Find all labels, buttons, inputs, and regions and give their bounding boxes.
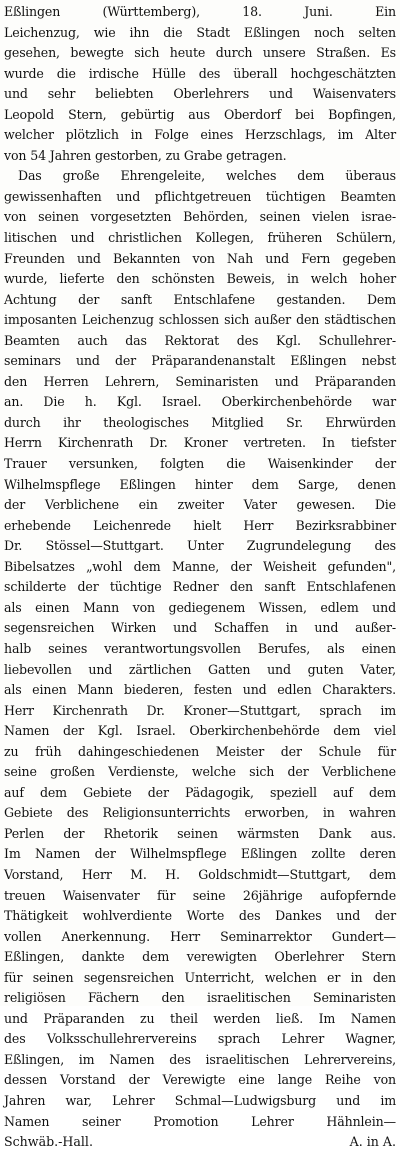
article-line: als einen Mann biederen, festen und edlen Charakters. bbox=[4, 682, 396, 698]
article-line: durch ihr theologisches Mitglied Sr. Ehrwürden bbox=[4, 414, 396, 430]
article-line: Achtung der sanft Entschlafene gestanden. Dem bbox=[4, 291, 396, 307]
article-line: Trauer versunken, folgten die Waisenkinder der bbox=[4, 456, 396, 472]
article-line: und Präparanden zu theil werden ließ. Im Namen bbox=[4, 1010, 396, 1026]
article-line: Herrn Kirchenrath Dr. Kroner vertreten. In tiefster bbox=[4, 435, 396, 451]
article-line: Namen der Kgl. Israel. Oberkirchenbehörde dem viel bbox=[4, 723, 396, 739]
closing-line bbox=[4, 1132, 396, 1153]
article-line: der Verblichene ein zweiter Vater gewesen. Die bbox=[4, 497, 396, 513]
article-line: des Volksschullehrervereins sprach Lehrer Wagner, bbox=[4, 1031, 396, 1047]
article-line: Eßlingen, im Namen des israelitischen Lehrervereins, bbox=[4, 1051, 396, 1067]
article-line: gesehen, bewegte sich heute durch unsere Straßen. Es bbox=[4, 45, 396, 61]
article-line: als einen Mann von gediegenem Wissen, edlem und bbox=[4, 599, 396, 615]
article-line: Namen seiner Promotion Lehrer Hähnlein— bbox=[4, 1113, 396, 1129]
article-line: Vorstand, Herr M. H. Goldschmidt—Stuttgart, dem bbox=[4, 866, 396, 882]
article-line: Perlen der Rhetorik seinen wärmsten Dank aus. bbox=[4, 825, 396, 841]
article-line: erhebende Leichenrede hielt Herr Bezirksrabbiner bbox=[4, 517, 396, 533]
article-line: Beamten auch das Rektorat des Kgl. Schullehrer- bbox=[4, 332, 396, 348]
article-column bbox=[4, 2, 396, 1153]
article-line: litischen und christlichen Kollegen, früheren Schülern, bbox=[4, 230, 396, 246]
article-line: Wilhelmspflege Eßlingen hinter dem Sarge, denen bbox=[4, 476, 396, 492]
article-line: seine großen Verdienste, welche sich der Verblichene bbox=[4, 764, 396, 780]
article-line: zu früh dahingeschiedenen Meister der Schule für bbox=[4, 743, 396, 759]
article-line: imposanten Leichenzug schlossen sich außer den städtischen bbox=[4, 312, 396, 328]
article-line: Freunden und Bekannten von Nah und Fern gegeben bbox=[4, 250, 396, 266]
article-line: Im Namen der Wilhelmspflege Eßlingen zollte deren bbox=[4, 846, 396, 862]
article-line: Eßlingen, dankte dem verewigten Oberlehrer Stern bbox=[4, 949, 396, 965]
article-line: für seinen segensreichen Unterricht, welchen er in den bbox=[4, 969, 396, 985]
article-line: Herr Kirchenrath Dr. Kroner—Stuttgart, sprach im bbox=[4, 702, 396, 718]
article-line: liebevollen und zärtlichen Gatten und guten Vater, bbox=[4, 661, 396, 677]
article-line: segensreichen Wirken und Schaffen in und außer- bbox=[4, 620, 396, 636]
article-line: Thätigkeit wohlverdiente Worte des Dankes und der bbox=[4, 908, 396, 924]
article-line: gewissenhaften und pflichtgetreuen tüchtigen Beamten bbox=[4, 188, 396, 204]
article-line: Jahren war, Lehrer Schmal—Ludwigsburg und im bbox=[4, 1092, 396, 1108]
article-line: Eßlingen (Württemberg), 18. Juni. Ein bbox=[4, 4, 396, 19]
article-line: Dr. Stössel—Stuttgart. Unter Zugrundelegung des bbox=[4, 538, 396, 554]
article-line: Gebiete des Religionsunterrichts erworben, in wahren bbox=[4, 805, 396, 821]
article-line: den Herren Lehrern, Seminaristen und Präparanden bbox=[4, 373, 396, 389]
article-line: dessen Vorstand der Verewigte eine lange Reihe von bbox=[4, 1072, 396, 1088]
article-line: treuen Waisenvater für seine 26jährige aufopfernde bbox=[4, 887, 396, 903]
article-line: Das große Ehrengeleite, welches dem überaus bbox=[18, 168, 396, 184]
article-line: seminars und der Präparandenanstalt Eßlingen nebst bbox=[4, 353, 396, 369]
article-line: wurde, lieferte den schönsten Beweis, in welch hoher bbox=[4, 271, 396, 287]
article-line: halb seines verantwortungsvollen Berufes, als einen bbox=[4, 640, 396, 656]
article-line: an. Die h. Kgl. Israel. Oberkirchenbehörde war bbox=[4, 394, 396, 410]
article-line: religiösen Fächern den israelitischen Seminaristen bbox=[4, 990, 396, 1006]
article-line: wurde die irdische Hülle des überall hochgeschätzten bbox=[4, 65, 396, 81]
article-final-text: Schwäb.-Hall. bbox=[4, 1134, 93, 1150]
article-line: welcher plötzlich in Folge eines Herzschlags, im Alter bbox=[4, 127, 396, 143]
article-line: von seinen vorgesetzten Behörden, seinen vielen israe- bbox=[4, 209, 396, 225]
article-line: Bibelsatzes „wohl dem Manne, der Weisheit gefunden", bbox=[4, 558, 396, 574]
article-line: von 54 Jahren gestorben, zu Grabe getragen. bbox=[4, 147, 287, 163]
article-line: und sehr beliebten Oberlehrers und Waisenvaters bbox=[4, 86, 396, 102]
article-line: Leopold Stern, gebürtig aus Oberdorf bei Bopfingen, bbox=[4, 106, 396, 122]
author-signature: A. in A. bbox=[349, 1134, 396, 1150]
article-line: Leichenzug, wie ihn die Stadt Eßlingen noch selten bbox=[4, 24, 396, 40]
article-line: schilderte der tüchtige Redner den sanft Entschlafenen bbox=[4, 579, 396, 595]
article-line: auf dem Gebiete der Pädagogik, speziell auf dem bbox=[4, 784, 396, 800]
article-line: vollen Anerkennung. Herr Seminarrektor Gundert— bbox=[4, 928, 396, 944]
